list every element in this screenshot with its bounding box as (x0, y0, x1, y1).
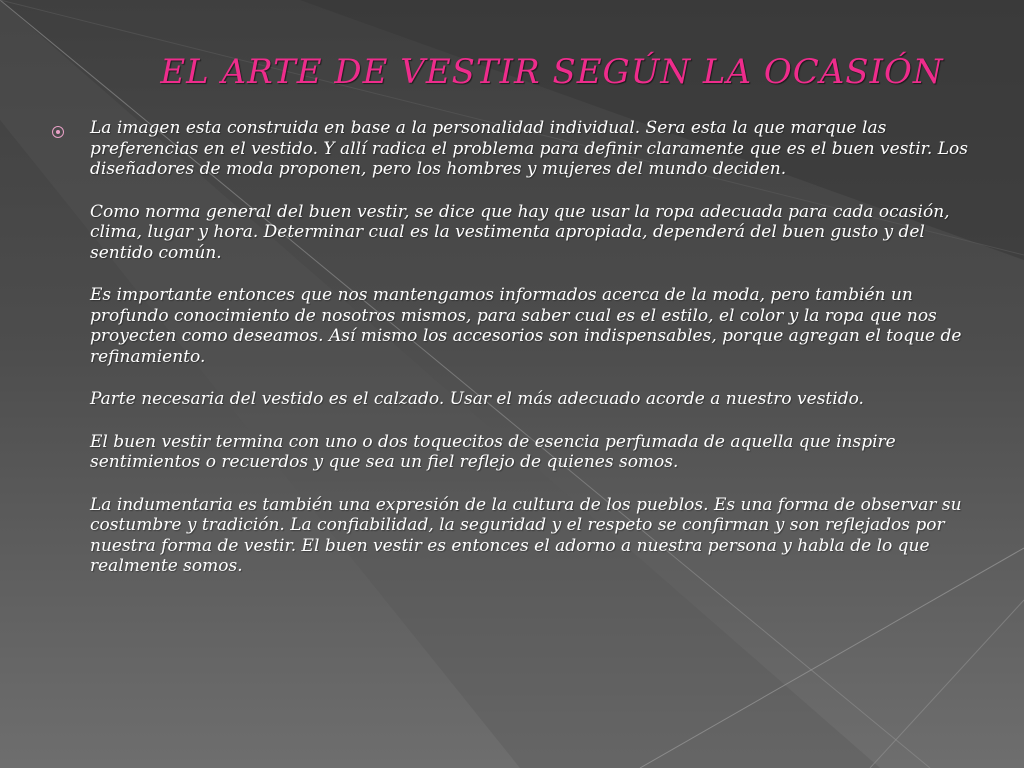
paragraph-1: La imagen esta construida en base a la personalidad individual. Sera esta la que marque las preferencias en el vestido. Y allí radica el problema para definir claramente que es el buen vestir. Los diseñadores de moda proponen, pero los hombres y mujeres del mundo deciden. (90, 118, 968, 179)
slide-title: EL ARTE DE VESTIR SEGÚN LA OCASIÓN (160, 52, 944, 92)
paragraph-5: El buen vestir termina con uno o dos toquecitos de esencia perfumada de aquella que inspire sentimientos o recuerdos y que sea un fiel reflejo de quienes somos. (90, 431, 896, 472)
circle-bullet-icon (52, 126, 64, 138)
slide-content (52, 118, 982, 599)
paragraph-3: Es importante entonces que nos mantengamos informados acerca de la moda, pero también un profundo conocimiento de nosotros mismos, para saber cual es el estilo, el color y la ropa que nos proyecten como deseamos. Así mismo los accesorios son indispensables, porque agregan el toque de refinamiento. (90, 285, 962, 367)
bullet-item (52, 118, 982, 577)
paragraph-list (90, 118, 982, 577)
paragraph-6: La indumentaria es también una expresión de la cultura de los pueblos. Es una forma de observar su costumbre y tradición. La confiabilidad, la seguridad y el respeto se confirman y son reflejados por nuestra forma de vestir. El buen vestir es entonces el adorno a nuestra persona y habla de lo que realmente somos. (90, 494, 962, 576)
background-corner-line-b (870, 600, 1024, 768)
paragraph-4: Parte necesaria del vestido es el calzado. Usar el más adecuado acorde a nuestro vestido. (90, 389, 864, 409)
paragraph-2: Como norma general del buen vestir, se dice que hay que usar la ropa adecuada para cada ocasión, clima, lugar y hora. Determinar cual es la vestimenta apropiada, dependerá del buen gusto y del sentido común. (90, 201, 950, 263)
